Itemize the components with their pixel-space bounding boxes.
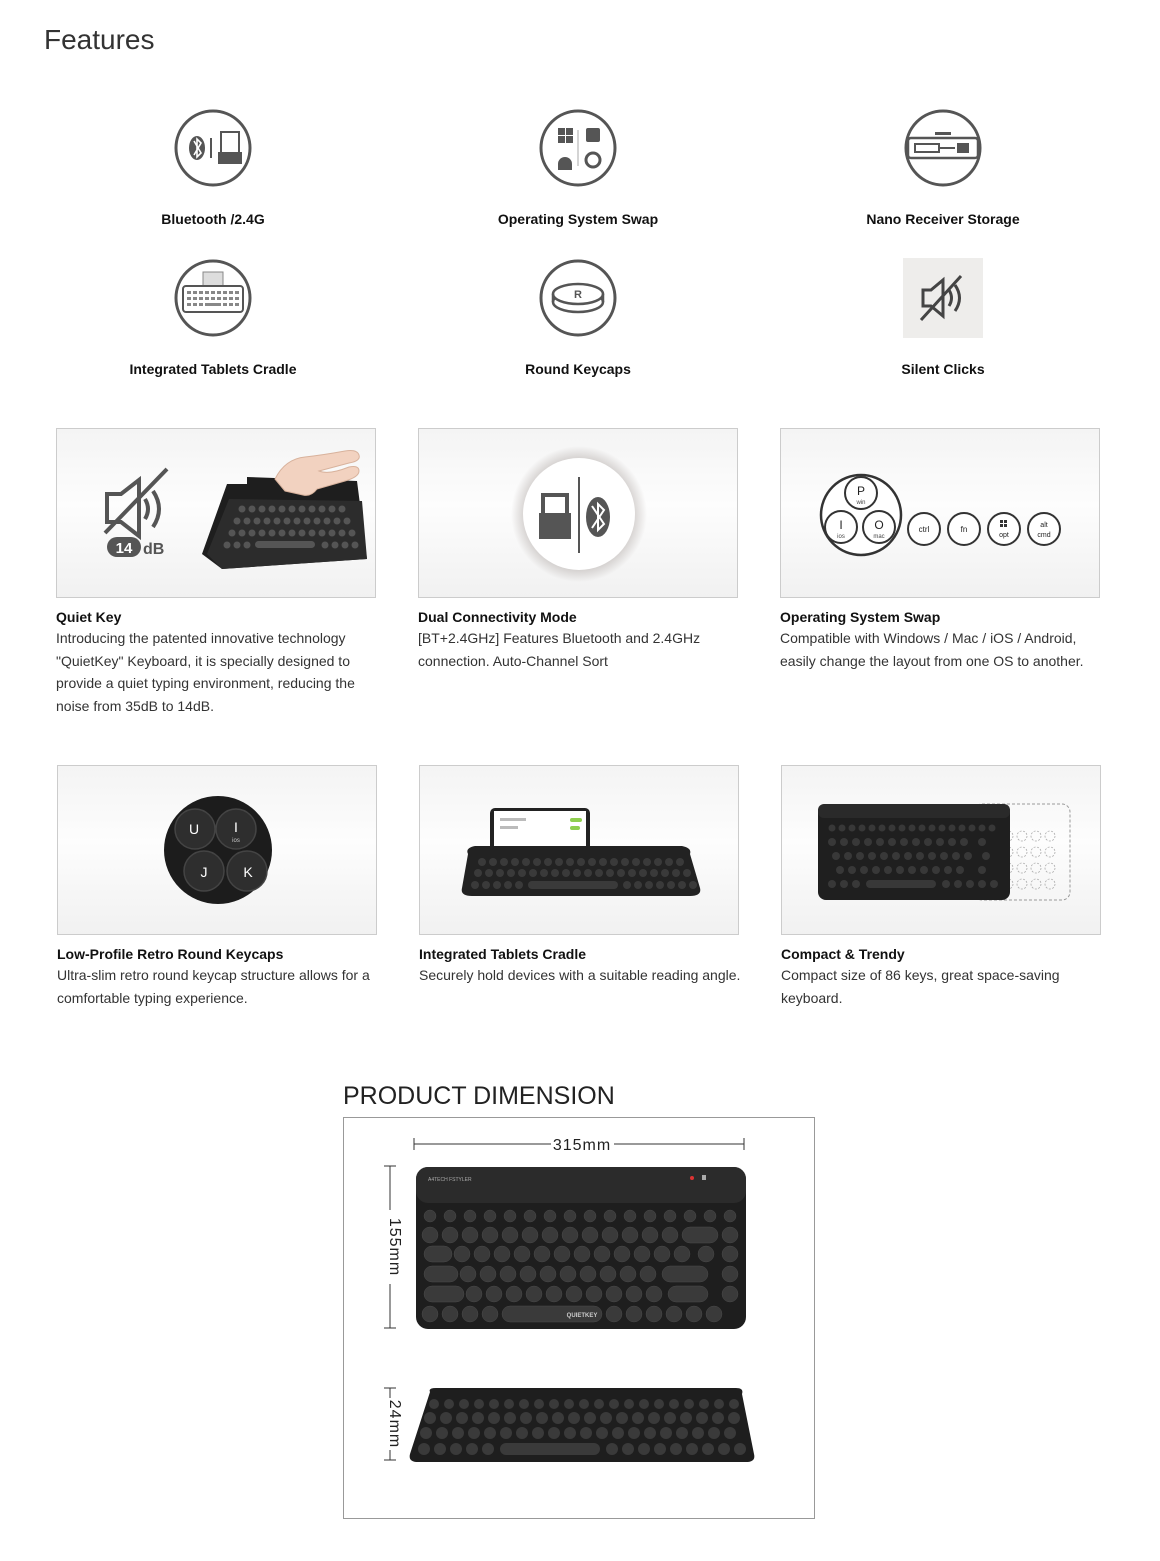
dimension-depth-label: 155mm: [386, 1217, 403, 1277]
key-o: O: [874, 518, 884, 532]
svg-text:R: R: [574, 289, 582, 301]
dimension-height-label: 24mm: [386, 1399, 403, 1449]
feature-label-round-keycaps: Round Keycaps: [525, 361, 631, 377]
product-dimension-title: PRODUCT DIMENSION: [343, 1082, 615, 1110]
tablet-cradle-image: [419, 765, 739, 935]
keyboard-brand: A4TECH FSTYLER: [428, 1177, 472, 1183]
key-i: I: [839, 518, 843, 532]
compact-trendy-image: [781, 765, 1101, 935]
round-keycap-icon: [538, 258, 618, 338]
os-swap-image: [780, 428, 1100, 598]
key-alt: alt: [1040, 522, 1048, 529]
key-i-retro-sub: ios: [232, 838, 240, 844]
tablet-cradle-title: Integrated Tablets Cradle: [419, 946, 587, 962]
compact-trendy-desc: Compact size of 86 keys, great space-saving keyboard.: [781, 967, 1060, 1006]
os-swap-title: Operating System Swap: [780, 609, 941, 625]
tablet-cradle-desc: Securely hold devices with a suitable reading angle.: [419, 967, 741, 983]
quiet-key-title: Quiet Key: [56, 609, 122, 625]
quiet-key-image: [56, 428, 376, 598]
key-p: P: [856, 484, 866, 498]
retro-keycaps-title: Low-Profile Retro Round Keycaps: [57, 946, 284, 962]
compact-trendy-title: Compact & Trendy: [781, 946, 905, 962]
key-p-sub: win: [856, 500, 866, 506]
decibel-badge-unit: dB: [143, 541, 165, 558]
key-j: J: [200, 864, 208, 880]
dual-connectivity-title: Dual Connectivity Mode: [418, 609, 577, 625]
feature-label-silent-clicks: Silent Clicks: [901, 361, 985, 377]
feature-label-bluetooth: Bluetooth /2.4G: [161, 211, 265, 227]
dual-connectivity-image: [418, 428, 738, 598]
tablet-cradle-icon: [173, 258, 253, 338]
dimension-width-label: 315mm: [552, 1137, 612, 1154]
silent-clicks-icon: [903, 258, 983, 338]
os-swap-desc: Compatible with Windows / Mac / iOS / Android, easily change the layout from one OS to another.: [780, 630, 1084, 669]
nano-receiver-icon: [903, 108, 983, 188]
features-title: Features: [44, 24, 155, 55]
os-swap-icon: [538, 108, 618, 188]
retro-keycaps-desc: Ultra-slim retro round keycap structure allows for a comfortable typing experience.: [57, 967, 370, 1006]
bluetooth-receiver-icon: [173, 108, 253, 188]
key-u: U: [188, 821, 200, 837]
retro-keycaps-image: [57, 765, 377, 935]
feature-label-nano-receiver: Nano Receiver Storage: [866, 211, 1020, 227]
feature-label-tablet-cradle: Integrated Tablets Cradle: [129, 361, 297, 377]
product-dimension-box: [343, 1117, 815, 1519]
key-cmd: cmd: [1037, 532, 1051, 539]
key-i-sub: ios: [837, 534, 845, 540]
key-k: K: [243, 864, 253, 880]
key-ctrl: ctrl: [918, 525, 930, 534]
key-opt: opt: [999, 532, 1009, 539]
key-fn: fn: [960, 525, 968, 534]
dual-connectivity-desc: [BT+2.4GHz] Features Bluetooth and 2.4GHz connection. Auto-Channel Sort: [418, 630, 701, 669]
key-i-retro: I: [234, 819, 238, 835]
key-o-sub: mac: [873, 534, 885, 540]
decibel-badge-value: 14: [115, 540, 133, 557]
feature-label-os-swap: Operating System Swap: [497, 211, 659, 227]
quiet-key-desc: Introducing the patented innovative technology "QuietKey" Keyboard, it is specially designed to provide a quiet typing environment, reducing the noise from 35dB to 14dB.: [56, 630, 355, 714]
keyboard-logo: QUIETKEY: [566, 1313, 598, 1319]
